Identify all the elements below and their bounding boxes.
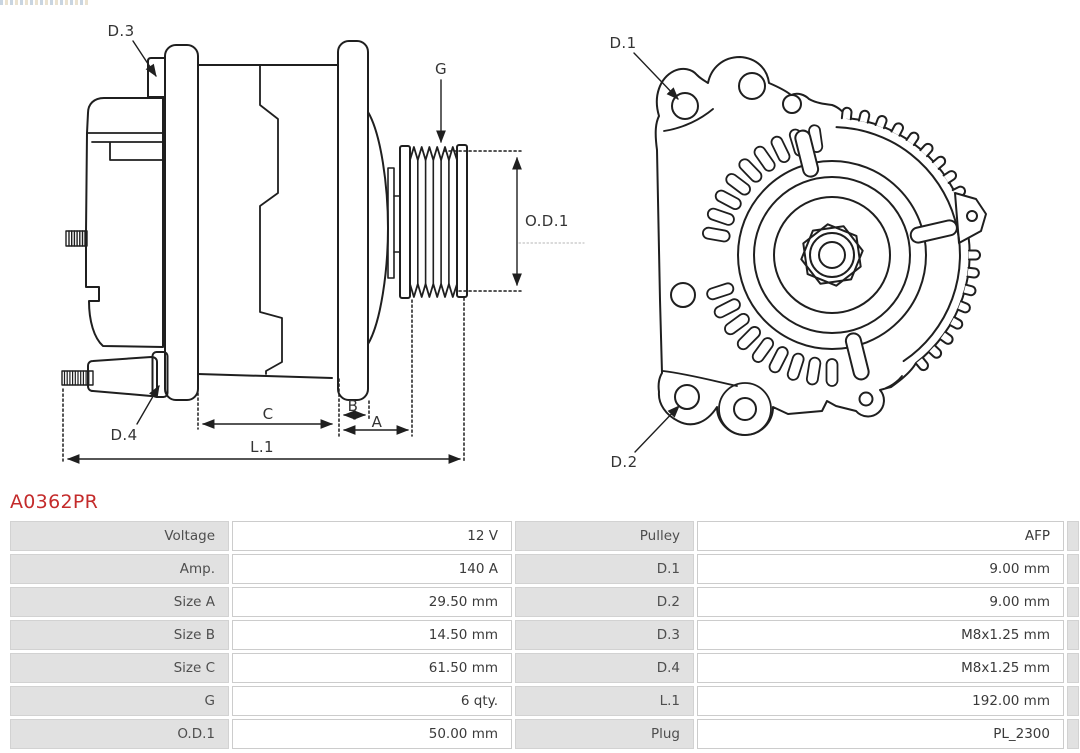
rear-housing bbox=[86, 98, 163, 347]
spec-value: 50.00 mm bbox=[232, 719, 512, 749]
spec-value: 192.00 mm bbox=[697, 686, 1064, 716]
spec-label: L.1 bbox=[515, 686, 694, 716]
table-edge-strip bbox=[1067, 719, 1079, 749]
spec-value: 14.50 mm bbox=[232, 620, 512, 650]
table-row bbox=[10, 620, 1080, 650]
dim-label-g: G bbox=[434, 60, 448, 78]
table-row bbox=[10, 521, 1080, 551]
table-row bbox=[10, 587, 1080, 617]
mounting-boss-d3 bbox=[148, 58, 165, 97]
spec-label: Size B bbox=[10, 620, 229, 650]
spec-value: 9.00 mm bbox=[697, 587, 1064, 617]
spec-label: D.1 bbox=[515, 554, 694, 584]
table-edge-strip bbox=[1067, 554, 1079, 584]
spec-label: Amp. bbox=[10, 554, 229, 584]
table-row bbox=[10, 554, 1080, 584]
dim-label-d4: D.4 bbox=[110, 426, 138, 444]
drive-end-nose bbox=[368, 112, 400, 344]
spec-label: D.2 bbox=[515, 587, 694, 617]
spec-label: D.4 bbox=[515, 653, 694, 683]
spec-label: Pulley bbox=[515, 521, 694, 551]
bracket-ear-right bbox=[338, 41, 368, 400]
dim-label-od1: O.D.1 bbox=[525, 212, 569, 230]
side-tab bbox=[955, 193, 986, 243]
spec-value: 6 qty. bbox=[232, 686, 512, 716]
mounting-stud-d4 bbox=[62, 352, 168, 397]
terminal-stud bbox=[66, 231, 87, 246]
page-artifact bbox=[0, 0, 88, 5]
dim-label-l1: L.1 bbox=[250, 438, 274, 456]
dim-label-c: C bbox=[262, 405, 274, 423]
spec-label: G bbox=[10, 686, 229, 716]
spec-value: PL_2300 bbox=[697, 719, 1064, 749]
spec-value: M8x1.25 mm bbox=[697, 620, 1064, 650]
table-edge-strip bbox=[1067, 521, 1079, 551]
dim-label-d3: D.3 bbox=[107, 22, 135, 40]
spec-label: Size A bbox=[10, 587, 229, 617]
spec-table bbox=[0, 521, 1080, 749]
stator-body bbox=[198, 65, 338, 378]
table-row bbox=[10, 686, 1080, 716]
spec-value: AFP bbox=[697, 521, 1064, 551]
spec-value: 12 V bbox=[232, 521, 512, 551]
table-edge-strip bbox=[1067, 620, 1079, 650]
table-row bbox=[10, 653, 1080, 683]
part-number: A0362PR bbox=[10, 491, 99, 513]
spec-value: M8x1.25 mm bbox=[697, 653, 1064, 683]
table-edge-strip bbox=[1067, 653, 1079, 683]
bracket-ear-left bbox=[165, 45, 198, 400]
pulley bbox=[400, 145, 467, 298]
dim-label-d2: D.2 bbox=[610, 453, 638, 471]
extension-lines bbox=[63, 151, 521, 461]
spec-label: Plug bbox=[515, 719, 694, 749]
spec-value: 140 A bbox=[232, 554, 512, 584]
front-view-diagram bbox=[634, 53, 986, 452]
dim-label-b: B bbox=[347, 397, 359, 415]
spec-value: 29.50 mm bbox=[232, 587, 512, 617]
side-view-diagram bbox=[62, 41, 584, 461]
spec-label: Size C bbox=[10, 653, 229, 683]
spec-value: 9.00 mm bbox=[697, 554, 1064, 584]
spec-label: O.D.1 bbox=[10, 719, 229, 749]
table-edge-strip bbox=[1067, 686, 1079, 716]
spec-label: Voltage bbox=[10, 521, 229, 551]
dim-label-a: A bbox=[371, 413, 383, 431]
table-row bbox=[10, 719, 1080, 749]
table-edge-strip bbox=[1067, 587, 1079, 617]
spec-label: D.3 bbox=[515, 620, 694, 650]
dim-label-d1: D.1 bbox=[609, 34, 637, 52]
spec-value: 61.50 mm bbox=[232, 653, 512, 683]
